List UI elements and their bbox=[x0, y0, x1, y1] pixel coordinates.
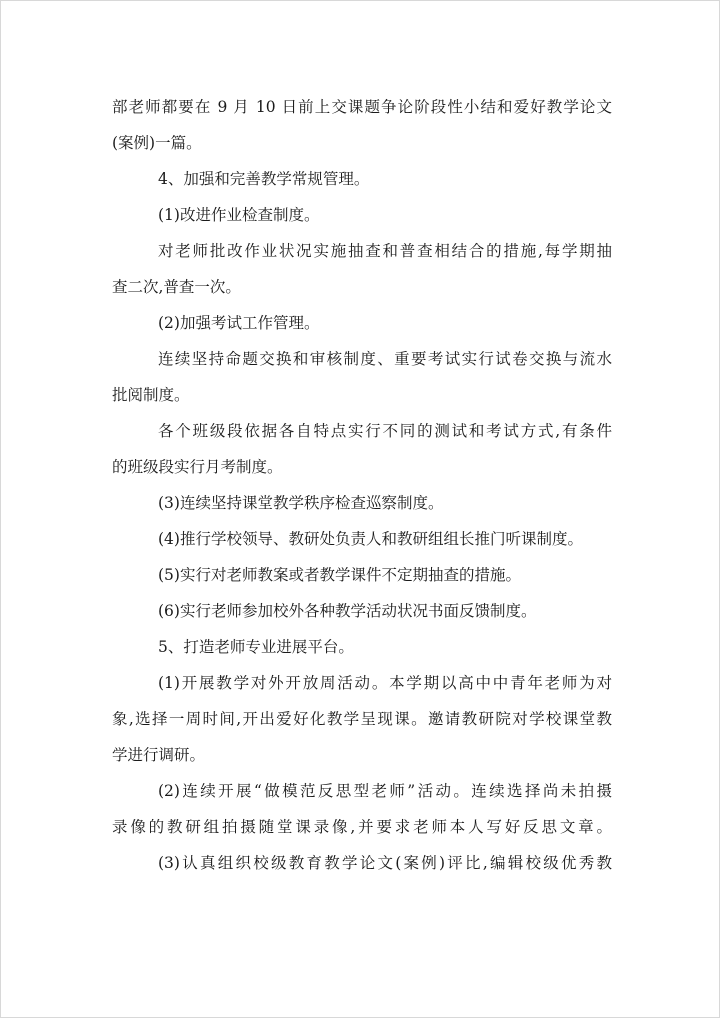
text-line: 象,选择一周时间,开出爱好化教学呈现课。邀请教研院对学校课堂教 bbox=[112, 710, 612, 728]
text-line: 批阅制度。 bbox=[112, 386, 190, 404]
document-body bbox=[112, 89, 612, 881]
list-item: (4)推行学校领导、教研处负责人和教研组组长推门听课制度。 bbox=[158, 530, 583, 548]
text-line: (案例)一篇。 bbox=[112, 134, 202, 152]
list-item: (3)连续坚持课堂教学秩序检查巡察制度。 bbox=[158, 494, 444, 512]
text-line: 查二次,普查一次。 bbox=[112, 278, 241, 296]
subsection-heading: (1)改进作业检查制度。 bbox=[158, 206, 320, 224]
text-line: 各个班级段依据各自特点实行不同的测试和考试方式,有条件 bbox=[158, 422, 612, 440]
list-item: (5)实行对老师教案或者教学课件不定期抽查的措施。 bbox=[158, 566, 521, 584]
text-line: 对老师批改作业状况实施抽查和普查相结合的措施,每学期抽 bbox=[158, 242, 612, 260]
list-item: (2)连续开展“做模范反思型老师”活动。连续选择尚未拍摄 bbox=[158, 782, 612, 800]
text-line: 学进行调研。 bbox=[112, 746, 206, 764]
subsection-heading: (2)加强考试工作管理。 bbox=[158, 314, 320, 332]
list-item: (3)认真组织校级教育教学论文(案例)评比,编辑校级优秀教 bbox=[158, 854, 612, 872]
section-heading: 5、打造老师专业进展平台。 bbox=[158, 638, 354, 656]
list-item: (6)实行老师参加校外各种教学活动状况书面反馈制度。 bbox=[158, 602, 537, 620]
section-heading: 4、加强和完善教学常规管理。 bbox=[158, 170, 370, 188]
text-line: 部老师都要在 9 月 10 日前上交课题争论阶段性小结和爱好教学论文 bbox=[112, 98, 612, 116]
list-item: (1)开展教学对外开放周活动。本学期以高中中青年老师为对 bbox=[158, 674, 612, 692]
text-line: 的班级段实行月考制度。 bbox=[112, 458, 283, 476]
text-line: 连续坚持命题交换和审核制度、重要考试实行试卷交换与流水 bbox=[158, 350, 612, 368]
text-line: 录像的教研组拍摄随堂课录像,并要求老师本人写好反思文章。 bbox=[112, 818, 612, 836]
